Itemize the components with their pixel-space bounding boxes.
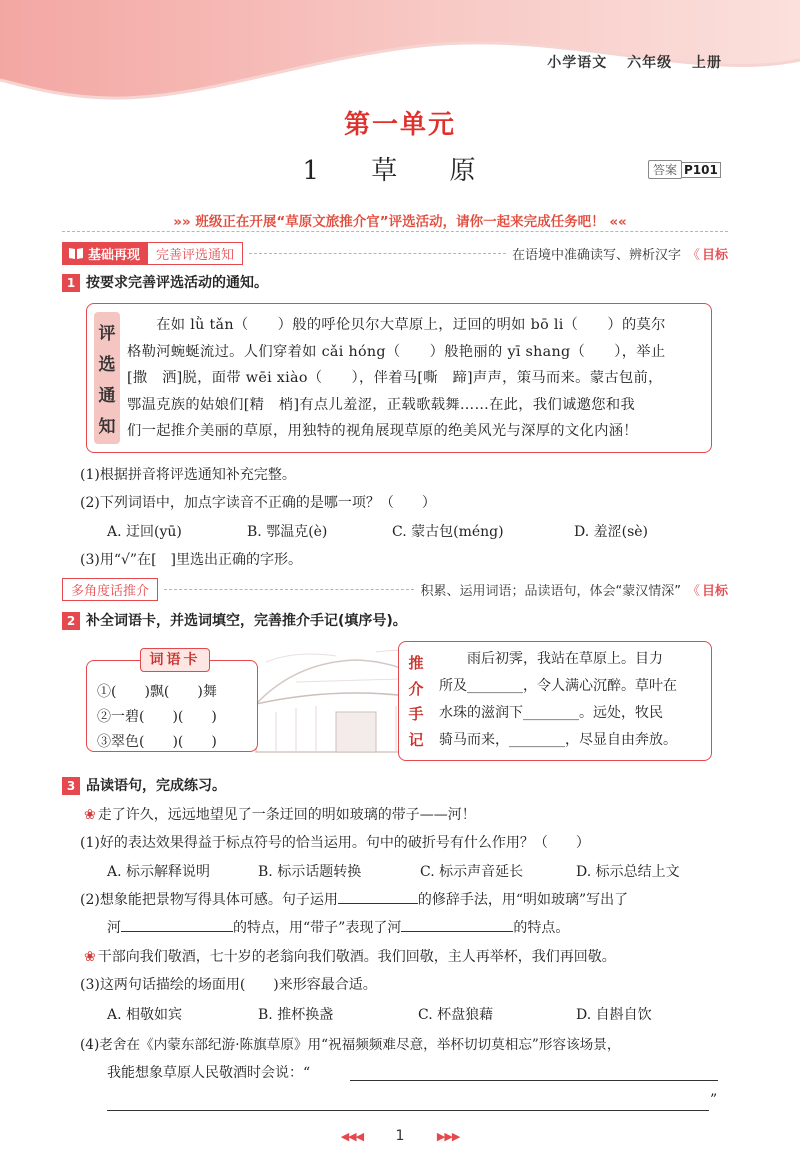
flower-icon: ❀ xyxy=(84,807,96,823)
q3-sub3-option-d[interactable]: D. 自斟自饮 xyxy=(576,1007,652,1023)
note-line: 所及________，令人满心沉醉。草叶在 xyxy=(439,678,677,694)
lesson-title: 1 草 原 xyxy=(302,156,498,186)
note-side-char: 记 xyxy=(408,730,424,749)
book-header xyxy=(533,52,722,72)
section-dash-2 xyxy=(164,589,414,590)
promo-note xyxy=(398,641,712,761)
q3-sub1-option-a[interactable]: A. 标示解释说明 xyxy=(107,864,211,880)
q1-option-c[interactable]: C. 蒙古包(méng) xyxy=(392,524,504,540)
q3-sub2-text-d: 的特点，用“带子”表现了河 xyxy=(233,920,402,936)
q3-sub3-option-c[interactable]: C. 杯盘狼藉 xyxy=(418,1007,494,1023)
page-number: 1 xyxy=(395,1128,405,1144)
next-arrows-icon: ▶▶▶ xyxy=(436,1130,460,1143)
q3-sub2-line-2 xyxy=(107,917,569,937)
book-icon xyxy=(68,246,84,260)
q3-sub1-option-d[interactable]: D. 标示总结上文 xyxy=(576,864,680,880)
q3-sub2-text-b: 的修辞手法，用“明如玻璃”写出了 xyxy=(417,892,629,908)
q3-quote-2 xyxy=(84,946,616,966)
question-2-title xyxy=(62,610,407,630)
q1-option-d[interactable]: D. 羞涩(sè) xyxy=(574,524,649,540)
q3-quote-2-text: 干部向我们敬酒，七十岁的老翁向我们敬酒。我们回敬，主人再举杯，我们再回敬。 xyxy=(97,949,616,965)
note-line: 水珠的滋润下________。远处，牧民 xyxy=(439,705,663,721)
q3-sub2-line-1 xyxy=(80,889,628,909)
note-side-char: 介 xyxy=(408,679,424,698)
word-card-area xyxy=(86,642,406,762)
notice-side-char: 知 xyxy=(98,417,116,437)
question-3-text: 品读语句，完成练习。 xyxy=(86,778,226,794)
q3-sub2-text-c: 河 xyxy=(107,920,121,936)
section-header-2 xyxy=(62,578,728,600)
q1-option-a[interactable]: A. 迂回(yū) xyxy=(107,524,182,540)
task-banner: »» 班级正在开展“草原文旅推介官”评选活动，请你一起来完成任务吧！ «« xyxy=(173,214,627,230)
q3-sub3-option-b[interactable]: B. 推杯换盏 xyxy=(258,1007,334,1023)
q3-sub2-text-a: (2)想象能把景物写得具体可感。句子运用 xyxy=(80,892,338,908)
q3-sub1: (1)好的表达效果得益于标点符号的恰当运用。句中的破折号有什么作用？（ ） xyxy=(80,835,590,851)
notice-line: 们一起推介美丽的草原，用独特的视角展现草原的绝美风光与深厚的文化内涵！ xyxy=(127,423,638,439)
word-card-title: 词语卡 xyxy=(140,648,210,672)
prev-arrows-icon: ◀◀◀ xyxy=(340,1130,364,1143)
notice-line: [撒 洒]脱，面带 wēi xiào（ ），伴着马[嘶 蹄]声声，策马而来。蒙古包前， xyxy=(127,370,663,386)
notice-side-label xyxy=(94,312,120,444)
q1-sub3: (3)用“√”在[ ]里选出正确的字形。 xyxy=(80,552,302,568)
section-subtitle-1: 完善评选通知 xyxy=(148,242,243,265)
note-side-char: 手 xyxy=(408,705,424,724)
notice-line: 鄂温克族的姑娘们[精 梢]有点儿羞涩，正载歌载舞……在此，我们诚邀您和我 xyxy=(127,396,636,413)
q3-sub3-option-a[interactable]: A. 相敬如宾 xyxy=(107,1007,183,1023)
notice-side-char: 通 xyxy=(98,386,116,406)
question-1-title xyxy=(62,272,268,292)
notice-line: 在如 lǜ tǎn（ ）般的呼伦贝尔大草原上，迂回的明如 bō li（ ）的莫尔 xyxy=(127,317,666,333)
notice-line: 格勒河蜿蜒流过。人们穿着如 cǎi hóng（ ）般艳丽的 yī shang（ ），举止 xyxy=(127,343,666,360)
q3-sub2-blank-2[interactable] xyxy=(121,918,233,932)
q3-sub2-blank-3[interactable] xyxy=(401,918,513,932)
section-dash-1 xyxy=(249,253,506,254)
note-body xyxy=(439,646,703,754)
q1-option-b[interactable]: B. 鄂温克(è) xyxy=(247,524,328,540)
goal-label-1: 《 目标 xyxy=(687,244,728,263)
note-side-char: 推 xyxy=(408,654,424,673)
q3-sub4-answer-line-2[interactable] xyxy=(107,1110,709,1111)
question-1-number: 1 xyxy=(62,274,80,292)
note-line: 雨后初霁，我站在草原上。目力 xyxy=(439,651,663,667)
question-1-text: 按要求完善评选活动的通知。 xyxy=(86,275,268,291)
word-card xyxy=(86,660,258,752)
notice-side-char: 评 xyxy=(98,324,116,344)
section-goal-1: 在语境中准确读写、辨析汉字 xyxy=(511,247,681,263)
section-title-1 xyxy=(62,242,148,265)
note-side-label xyxy=(405,650,427,752)
unit-title: 第一单元 xyxy=(343,110,456,140)
banner-divider xyxy=(62,231,728,232)
header-grade: 六年级 xyxy=(627,55,673,71)
question-3-title xyxy=(62,775,226,795)
answer-label: 答案 xyxy=(648,160,682,179)
question-2-number: 2 xyxy=(62,612,80,630)
answer-reference xyxy=(648,160,721,179)
answer-page: P101 xyxy=(682,162,721,178)
q3-sub4-line-1: (4)老舍在《内蒙东部纪游·陈旗草原》用“祝福频频难尽意，举杯切切莫相忘”形容该场景， xyxy=(80,1037,621,1053)
q3-sub1-option-b[interactable]: B. 标示话题转换 xyxy=(258,864,362,880)
q3-quote-1 xyxy=(84,804,476,824)
notice-side-char: 选 xyxy=(98,355,116,375)
section-goal-2: 积累、运用词语；品读语句，体会“蒙汉情深” xyxy=(420,583,681,599)
question-2-text: 补全词语卡，并选词填空，完善推介手记(填序号)。 xyxy=(86,613,407,629)
q3-sub4-answer-line-1[interactable] xyxy=(350,1080,718,1081)
notice-body xyxy=(127,312,703,445)
q1-sub2: (2)下列词语中，加点字读音不正确的是哪一项？（ ） xyxy=(80,495,436,511)
selection-notice xyxy=(86,303,712,453)
q3-sub2-blank-1[interactable] xyxy=(338,890,418,904)
q3-sub4-close-quote: ” xyxy=(710,1092,718,1108)
section-subtitle-2: 多角度话推介 xyxy=(62,578,158,601)
q3-sub4-line-2: 我能想象草原人民敬酒时会说：“ xyxy=(107,1065,311,1081)
note-line: 骑马而来，________，尽显自由奔放。 xyxy=(439,732,677,748)
q1-sub1: (1)根据拼音将评选通知补充完整。 xyxy=(80,467,296,483)
goal-label-2: 《 目标 xyxy=(687,580,728,599)
flower-icon: ❀ xyxy=(84,949,96,965)
word-card-line-1: ①( )飘( )舞 xyxy=(97,684,217,700)
q3-sub3: (3)这两句话描绘的场面用( )来形容最合适。 xyxy=(80,977,377,993)
word-card-line-3: ③翠色( )( ) xyxy=(97,734,217,750)
header-subject: 小学语文 xyxy=(547,55,608,71)
q3-quote-1-text: 走了许久，远远地望见了一条迂回的明如玻璃的带子——河！ xyxy=(97,807,476,823)
word-card-line-2: ②一碧( )( ) xyxy=(97,709,217,725)
q3-sub2-text-e: 的特点。 xyxy=(513,920,570,936)
header-volume: 上册 xyxy=(692,55,722,71)
section-header-1 xyxy=(62,242,728,264)
question-3-number: 3 xyxy=(62,777,80,795)
section-title-1-text: 基础再现 xyxy=(88,247,141,263)
q3-sub1-option-c[interactable]: C. 标示声音延长 xyxy=(420,864,524,880)
page-footer xyxy=(0,1128,800,1144)
